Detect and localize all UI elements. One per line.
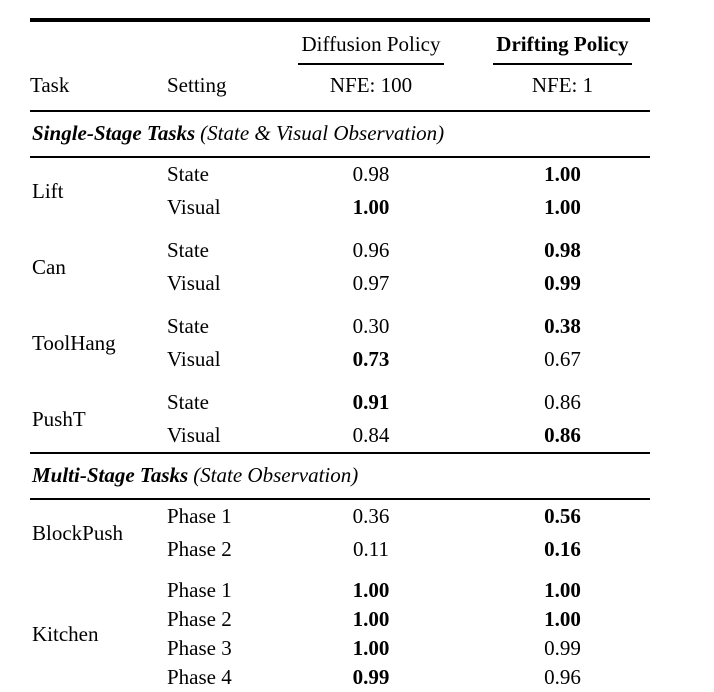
setting-cell: Visual — [167, 271, 221, 295]
table-header — [30, 20, 650, 111]
task-cell-lift: Lift — [32, 178, 64, 203]
table-row — [30, 157, 650, 191]
spacer-row — [30, 376, 650, 386]
results-table — [30, 18, 650, 692]
spacer-row — [30, 566, 650, 576]
section-header-cell — [30, 111, 650, 157]
spacer-cell — [30, 376, 650, 386]
task-cell-can: Can — [32, 254, 66, 279]
col-header-nfe-1: NFE: 1 — [475, 65, 650, 111]
setting-cell: Phase 4 — [167, 665, 232, 689]
value-cell-diffusion: 0.84 — [352, 423, 390, 447]
value-cell-diffusion: 0.36 — [352, 504, 390, 528]
value-cell-drifting: 1.00 — [544, 607, 581, 631]
value-cell-drifting: 0.99 — [544, 636, 581, 660]
value-cell-diffusion: 0.97 — [352, 271, 390, 295]
value-cell-diffusion: 0.11 — [353, 537, 389, 561]
value-cell-drifting: 1.00 — [544, 578, 581, 602]
col-header-setting: Setting — [167, 65, 267, 111]
value-cell-drifting: 0.96 — [544, 665, 581, 689]
section-header-multi-stage — [30, 453, 650, 499]
task-cell-pusht: PushT — [32, 406, 86, 431]
value-cell-drifting: 0.98 — [544, 238, 581, 262]
method-title-row — [30, 20, 650, 65]
spacer-row — [30, 224, 650, 234]
setting-cell: State — [167, 314, 209, 338]
empty-header-cell — [30, 20, 167, 65]
setting-cell: Visual — [167, 195, 221, 219]
table-body — [30, 111, 650, 692]
task-cell-blockpush: BlockPush — [32, 520, 124, 545]
value-cell-diffusion: 0.30 — [352, 314, 390, 338]
paper-table-wrapper — [30, 18, 650, 692]
header-group-drifting-policy — [475, 20, 650, 65]
spacer-cell — [30, 566, 650, 576]
setting-cell: Phase 2 — [167, 607, 232, 631]
value-cell-diffusion: 1.00 — [352, 607, 390, 631]
value-cell-drifting: 0.38 — [544, 314, 581, 338]
value-cell-drifting: 0.99 — [544, 271, 581, 295]
diffusion-policy-title: Diffusion Policy — [301, 32, 441, 56]
header-group-diffusion-policy — [267, 20, 475, 65]
spacer-cell — [30, 300, 650, 310]
spacer-row — [30, 300, 650, 310]
section-subtitle: (State Observation) — [193, 463, 359, 487]
section-header-cell — [30, 453, 650, 499]
section-header-single-stage — [30, 111, 650, 157]
drifting-policy-underline — [493, 32, 631, 65]
table-row — [30, 576, 650, 605]
setting-cell: Visual — [167, 423, 221, 447]
task-cell-kitchen: Kitchen — [32, 621, 99, 646]
value-cell-diffusion: 1.00 — [352, 195, 390, 219]
setting-cell: Phase 1 — [167, 504, 232, 528]
section-title: Multi-Stage Tasks — [32, 463, 189, 487]
setting-cell: State — [167, 162, 209, 186]
value-cell-diffusion: 0.91 — [352, 390, 390, 414]
value-cell-drifting: 0.86 — [544, 423, 581, 447]
value-cell-drifting: 0.67 — [544, 347, 581, 371]
value-cell-diffusion: 0.96 — [352, 238, 390, 262]
value-cell-drifting: 0.56 — [544, 504, 581, 528]
value-cell-diffusion: 1.00 — [352, 578, 390, 602]
setting-cell: State — [167, 390, 209, 414]
col-header-task: Task — [30, 65, 167, 111]
setting-cell: Phase 3 — [167, 636, 232, 660]
setting-cell: Phase 1 — [167, 578, 232, 602]
col-header-nfe-100: NFE: 100 — [267, 65, 475, 111]
value-cell-drifting: 0.16 — [544, 537, 581, 561]
column-header-row — [30, 65, 650, 111]
value-cell-drifting: 1.00 — [544, 195, 581, 219]
value-cell-drifting: 1.00 — [544, 162, 581, 186]
diffusion-policy-underline — [298, 32, 443, 65]
value-cell-diffusion: 0.98 — [352, 162, 390, 186]
table-row — [30, 499, 650, 533]
setting-cell: State — [167, 238, 209, 262]
value-cell-diffusion: 1.00 — [352, 636, 390, 660]
value-cell-diffusion: 0.73 — [352, 347, 390, 371]
value-cell-diffusion: 0.99 — [352, 665, 390, 689]
setting-cell: Visual — [167, 347, 221, 371]
task-cell-toolhang: ToolHang — [32, 330, 116, 355]
table-row — [30, 310, 650, 343]
table-row — [30, 234, 650, 267]
section-subtitle: (State & Visual Observation) — [200, 121, 445, 145]
setting-cell: Phase 2 — [167, 537, 232, 561]
drifting-policy-title: Drifting Policy — [496, 32, 629, 56]
value-cell-drifting: 0.86 — [544, 390, 581, 414]
empty-header-cell — [167, 20, 267, 65]
section-title: Single-Stage Tasks — [32, 121, 196, 145]
spacer-cell — [30, 224, 650, 234]
table-row — [30, 386, 650, 419]
